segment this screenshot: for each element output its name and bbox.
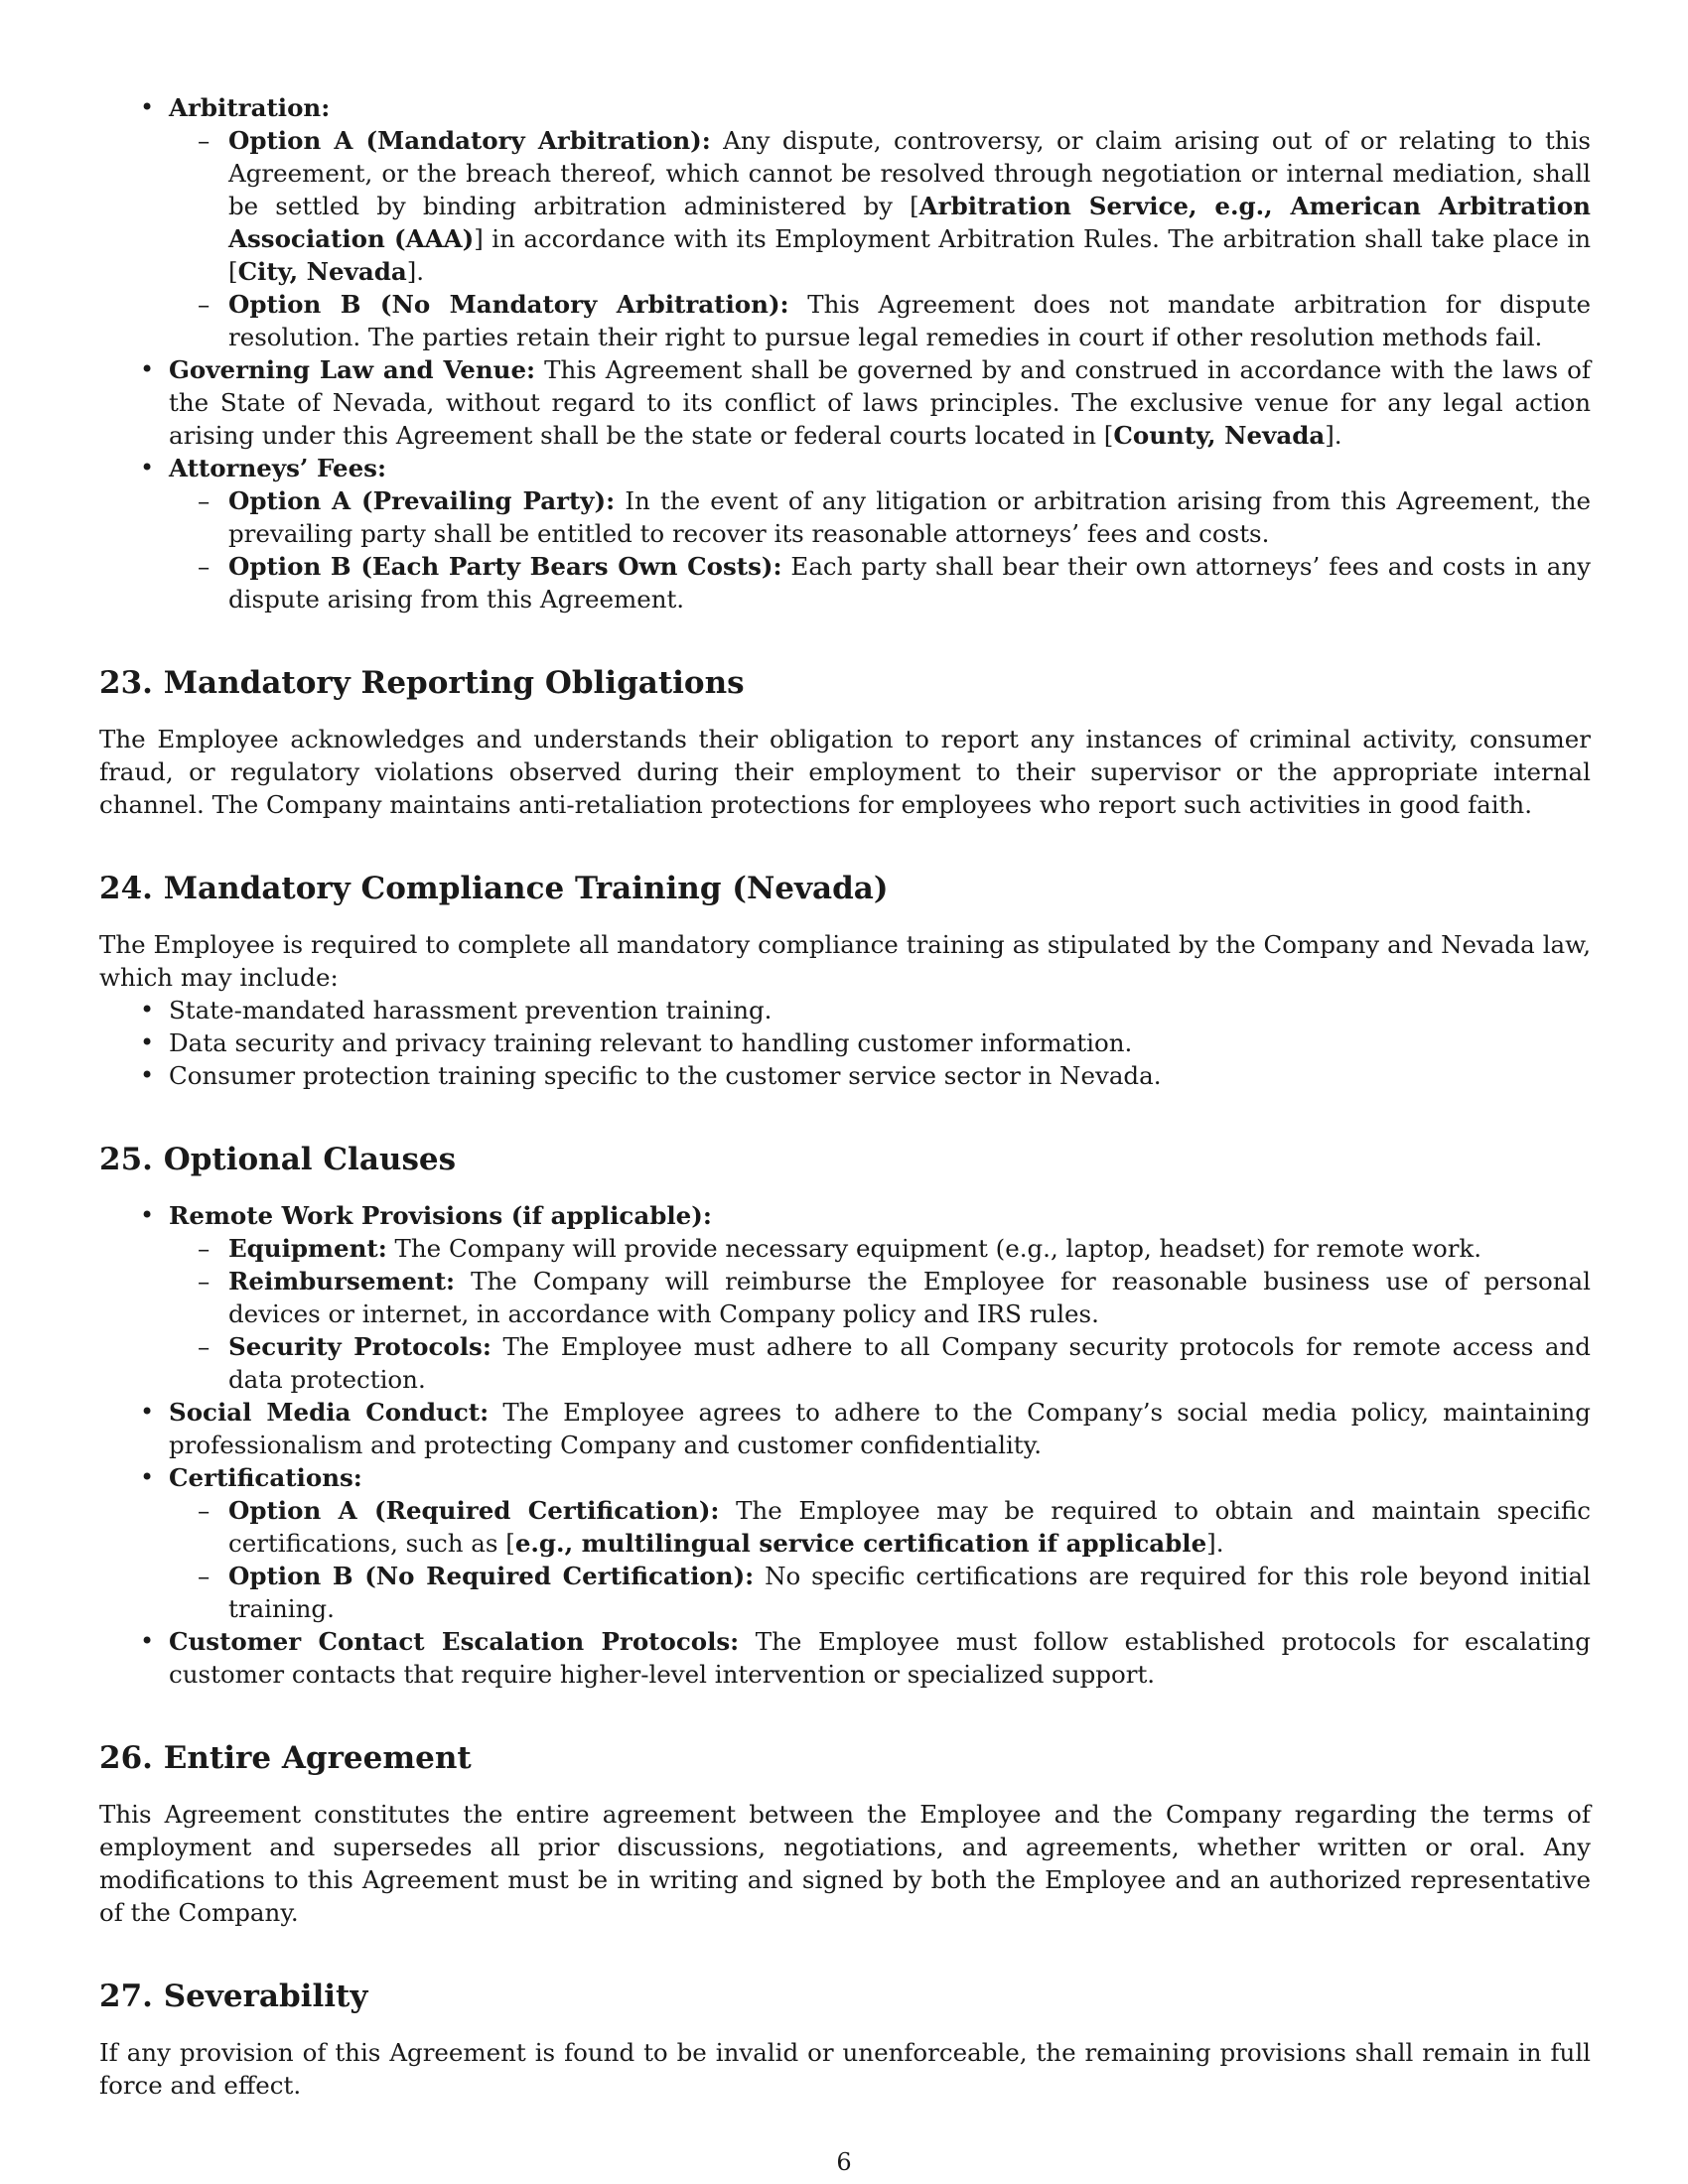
dispute-resolution-list [99, 91, 1591, 615]
list-item: • Data security and privacy training relevant to handling customer information. [99, 1026, 1591, 1059]
arbitration-title: Arbitration: [169, 93, 331, 122]
certification-option-a [169, 1494, 1591, 1560]
remote-work-provisions [169, 1232, 1591, 1396]
list-item-arbitration [99, 91, 1591, 353]
option-label: Reimbursement: [228, 1267, 456, 1296]
governing-law-text: This Agreement shall be governed by and construed in accordance with the laws of the State of Nevada, without regard to its conflict of laws principles. The exclusive venue for any legal action arising under this Agreement shall be the state or federal courts located in [ [169, 355, 1591, 450]
governing-law-label: Governing Law and Venue: [169, 355, 536, 384]
option-label: Option B (No Mandatory Arbitration): [228, 290, 789, 319]
escalation-text: The Employee must follow established protocols for escalating customer contacts that require higher-level intervention or specialized support. [169, 1627, 1591, 1689]
option-text: The Company will provide necessary equipment (e.g., laptop, headset) for remote work. [386, 1234, 1482, 1263]
list-item: • Consumer protection training specific to the customer service sector in Nevada. [99, 1059, 1591, 1092]
escalation-label: Customer Contact Escalation Protocols: [169, 1627, 740, 1656]
list-item-attorneys-fees [99, 452, 1591, 615]
attorneys-fees-options [169, 484, 1591, 615]
placeholder-county: County, Nevada [1113, 421, 1326, 450]
attorneys-fees-title: Attorneys’ Fees: [169, 454, 387, 482]
option-label: Option A (Prevailing Party): [228, 486, 616, 515]
arbitration-options [169, 124, 1591, 353]
list-item-social-media [99, 1396, 1591, 1461]
section-25-heading: 25. Optional Clauses [99, 1142, 457, 1177]
section-27-heading: 27. Severability [99, 1979, 368, 2014]
certifications-title: Certifications: [169, 1463, 362, 1492]
certification-options [169, 1494, 1591, 1625]
option-text: ]. [1206, 1529, 1224, 1558]
option-label: Equipment: [228, 1234, 387, 1263]
option-text: In the event of any litigation or arbitration arising from this Agreement, the prevailing party shall be entitled to recover its reasonable attorneys’ fees and costs. [228, 486, 1592, 548]
option-label: Security Protocols: [228, 1332, 492, 1361]
section-24-body: The Employee is required to complete all mandatory compliance training as stipulated by the Company and Nevada law, which may include: [99, 930, 1591, 992]
section-24-heading: 24. Mandatory Compliance Training (Nevada) [99, 871, 889, 906]
governing-law-text: ]. [1325, 421, 1342, 450]
arbitration-option-b [169, 288, 1591, 353]
option-label: Option B (Each Party Bears Own Costs): [228, 552, 782, 581]
list-item-remote-work [99, 1199, 1591, 1396]
social-media-text: The Employee agrees to adhere to the Company’s social media policy, maintaining professionalism and protecting Company and customer confidentiality. [169, 1398, 1591, 1459]
list-item-governing-law [99, 353, 1591, 452]
social-media-label: Social Media Conduct: [169, 1398, 490, 1427]
document-page [99, 91, 1591, 2102]
arbitration-option-a [169, 124, 1591, 288]
remote-reimbursement [169, 1265, 1591, 1330]
section-23-heading: 23. Mandatory Reporting Obligations [99, 665, 745, 701]
option-text: Any dispute, controversy, or claim arising out of or relating to this Agreement, or the breach thereof, which cannot be resolved through negotiation or internal mediation, shall be settled by binding arbitration administered by [ [228, 126, 1591, 220]
section-26-heading: 26. Entire Agreement [99, 1740, 472, 1776]
option-text: ]. [406, 257, 425, 286]
section-27-body: If any provision of this Agreement is found to be invalid or unenforceable, the remaining provisions shall remain in full force and effect. [99, 2038, 1591, 2100]
option-text: ] in accordance with its Employment Arbitration Rules. The arbitration shall take place in [ [228, 224, 1591, 286]
option-text: No specific certifications are required for this role beyond initial training. [228, 1562, 1591, 1623]
option-label: Option B (No Required Certification): [228, 1562, 755, 1590]
list-item-escalation [99, 1625, 1591, 1691]
attorneys-fees-option-b [169, 550, 1591, 615]
remote-work-title: Remote Work Provisions (if applicable): [169, 1201, 712, 1230]
option-text: The Company will reimburse the Employee for reasonable business use of personal devices or internet, in accordance with Company policy and IRS rules. [228, 1267, 1591, 1328]
remote-security [169, 1330, 1591, 1396]
optional-clauses-list [99, 1199, 1591, 1691]
placeholder-city: City, Nevada [237, 257, 407, 286]
placeholder-arbitration-service: Arbitration Service, e.g., American Arbitration Association (AAA) [228, 192, 1591, 253]
attorneys-fees-option-a [169, 484, 1591, 550]
option-text: This Agreement does not mandate arbitration for dispute resolution. The parties retain their right to pursue legal remedies in court if other resolution methods fail. [228, 290, 1591, 351]
section-26-body: This Agreement constitutes the entire agreement between the Employee and the Company regarding the terms of employment and supersedes all prior discussions, negotiations, and agreements, whether written or oral. Any modifications to this Agreement must be in writing and signed by both the Employee and an authorized representative of the Company. [99, 1800, 1591, 1927]
page-number: 6 [836, 2148, 852, 2176]
section-23-body: The Employee acknowledges and understands their obligation to report any instances of criminal activity, consumer fraud, or regulatory violations observed during their employment to their supervisor or the appropriate internal channel. The Company maintains anti-retaliation protections for employees who report such activities in good faith. [99, 725, 1591, 819]
certification-option-b [169, 1560, 1591, 1625]
option-text: The Employee must adhere to all Company security protocols for remote access and data protection. [228, 1332, 1591, 1394]
option-text: Each party shall bear their own attorneys’ fees and costs in any dispute arising from this Agreement. [228, 552, 1591, 614]
list-item-certifications [99, 1461, 1591, 1625]
option-label: Option A (Required Certification): [228, 1496, 720, 1525]
option-label: Option A (Mandatory Arbitration): [228, 126, 711, 155]
list-item: • State-mandated harassment prevention training. [99, 994, 1591, 1026]
remote-equipment [169, 1232, 1591, 1265]
training-list [99, 994, 1591, 1092]
option-text: The Employee may be required to obtain and maintain specific certifications, such as [ [228, 1496, 1591, 1558]
placeholder-certification: e.g., multilingual service certification if applicable [514, 1529, 1207, 1558]
